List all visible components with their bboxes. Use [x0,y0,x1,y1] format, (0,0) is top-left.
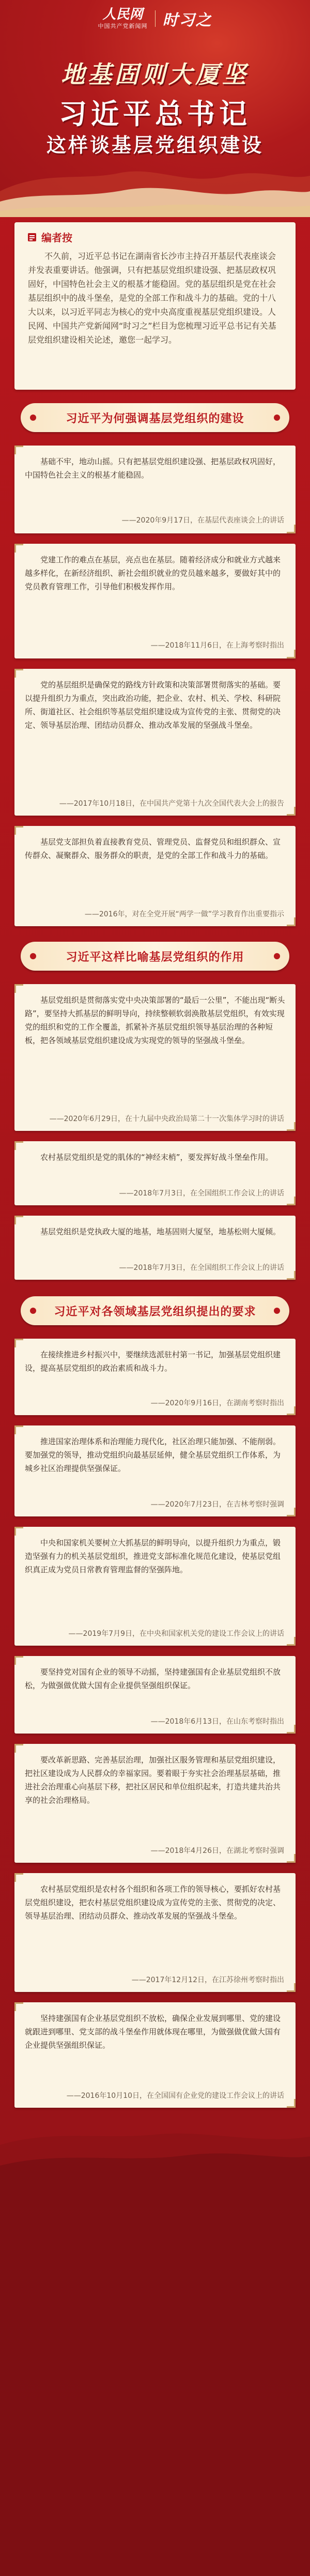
quote-card [14,1339,296,1415]
quote-card [14,669,296,816]
section-banner-2 [21,942,289,971]
footer-decoration [0,2124,310,2576]
quote-text: 基层党支部担负着直接教育党员、管理党员、监督党员和组织群众、宣传群众、凝聚群众、服务群众的职责，是党的全部工作和战斗力的基础。 [25,837,281,860]
editor-note-header [27,229,72,244]
corner-ornament [14,1216,23,1224]
corner-ornament [14,1656,23,1665]
corner-ornament [287,1406,296,1415]
editor-note-label: 编者按 [41,232,72,244]
section-banner-1 [21,403,289,432]
hero-header [0,0,310,217]
corner-ornament [14,984,23,993]
banner-dot-icon [274,415,280,421]
quote-source: ——2017年10月18日，在中国共产党第十九次全国代表大会上的报告 [59,800,284,808]
hero-title-sub: 这样谈基层党组织建设 [46,134,264,157]
brand-divider [155,10,156,27]
quote-source: ——2020年9月16日，在湖南考察时指出 [150,1399,284,1407]
banner-dot-icon [30,1308,36,1314]
corner-ornament [14,446,23,454]
quote-text: 坚持建强国有企业基层党组织不放松，确保企业发展到哪里、党的建设就跟进到哪里、党支部的战斗堡垒作用就体现在哪里，为做强做优做大国有企业提供坚强组织保证。 [25,2014,281,2050]
quote-source: ——2016年，对在全党开展“两学一做”学习教育作出重要指示 [84,910,284,918]
quote-text: 要改革新思路、完善基层治理，加强社区服务管理和基层党组织建设，把社区建设成为人民群众的幸福家园。要着眼于夯实社会治理基层基础，推进社会治理重心向基层下移，把社区居民和单位组织起来，打造共建共治共享的社会治理格局。 [25,1755,281,1805]
corner-ornament [14,1527,23,1536]
corner-ornament [287,1271,296,1280]
quote-card [14,1656,296,1734]
hills-illustration [0,150,310,217]
quote-card [14,1141,296,1205]
banner-dot-icon [274,1308,280,1314]
quote-text: 农村基层党组织是农村各个组织和各项工作的领导核心，要抓好农村基层党组织建设，把农村基层党组织建设成为宣传党的主张、贯彻党的决定、领导基层治理、团结动员群众、推动改革发展的坚强战斗堡垒。 [25,1884,281,1921]
note-icon [27,232,37,242]
brand-subtitle: 中国共产党新闻网 [98,23,148,29]
quote-text: 在接续推进乡村振兴中，要继续选派驻村第一书记，加强基层党组织建设，提高基层党组织的政治素质和战斗力。 [25,1350,281,1373]
corner-ornament [287,650,296,658]
corner-ornament [14,826,23,835]
quote-source: ——2020年9月17日，在基层代表座谈会上的讲话 [121,516,284,525]
corner-ornament [287,1122,296,1131]
quote-text: 党建工作的难点在基层，亮点也在基层。随着经济成分和就业方式越来越多样化，在新经济组织、新社会组织就业的党员越来越多，要做好其中的党员教育管理工作，引导他们积极发挥作用。 [25,555,281,591]
quote-card [14,1744,296,1863]
corner-ornament [14,669,23,678]
corner-ornament [287,1197,296,1205]
quote-text: 基础不牢，地动山摇。只有把基层党组织建设强、把基层政权巩固好，中国特色社会主义的根基才能稳固。 [25,457,281,480]
quote-source: ——2020年7月23日，在吉林考察时强调 [150,1500,284,1509]
quote-card [14,1425,296,1516]
quote-source: ——2016年10月10日，在全国国有企业党的建设工作会议上的讲话 [66,2092,284,2100]
corner-ornament [14,1339,23,1347]
corner-ornament [14,2002,23,2011]
corner-ornament [287,1508,296,1516]
hero-title-main: 习近平总书记 [59,98,251,130]
quote-source: ——2018年11月6日，在上海考察时指出 [150,641,284,650]
quote-card [14,446,296,533]
corner-ornament [287,1725,296,1734]
banner-dot-icon [274,953,280,959]
quote-text: 基层党组织是贯彻落实党中央决策部署的“最后一公里”，不能出现“断头路”，要坚持大抓基层的鲜明导向，持续整顿软弱涣散基层党组织，有效实现党的组织和党的工作全覆盖，抓紧补齐基层党组织领导基层治理的各种短板，把各领域基层党组织建设成为实现党的领导的坚强战斗堡垒。 [25,995,285,1045]
editor-note-card [14,222,296,390]
hero-title-calligraphy: 地基固则大厦坚 [61,60,249,88]
quote-source: ——2017年12月12日，在江苏徐州考察时指出 [131,1976,284,1984]
corner-ornament [14,544,23,553]
quote-card [14,2002,296,2108]
corner-ornament [14,1744,23,1753]
quote-text: 要坚持党对国有企业的领导不动摇，坚持建强国有企业基层党组织不放松，为做强做优做大国有企业提供坚强组织保证。 [25,1667,281,1690]
quote-source: ——2018年7月3日，在全国组织工作会议上的讲话 [119,1189,284,1198]
section-title: 习近平为何强调基层党组织的建设 [66,412,244,425]
corner-ornament [287,2099,296,2108]
brand-bar [0,7,310,30]
corner-ornament [14,1873,23,1882]
banner-dot-icon [30,953,36,959]
section-title: 习近平这样比喻基层党组织的作用 [66,950,244,964]
quote-card [14,1873,296,1992]
column-badge[interactable] [163,7,212,30]
corner-ornament [287,1854,296,1863]
quote-card [14,1216,296,1280]
quote-card [14,1527,296,1646]
quote-source: ——2020年6月29日，在十九届中央政治局第二十一次集体学习时的讲话 [49,1115,284,1123]
quote-card [14,984,296,1131]
quote-card [14,826,296,926]
corner-ornament [287,807,296,816]
quote-text: 农村基层党组织是党的肌体的“神经末梢”，要发挥好战斗堡垒作用。 [40,1153,273,1162]
quote-source: ——2018年4月26日，在湖北考察时强调 [150,1847,284,1855]
banner-dot-icon [30,415,36,421]
quote-source: ——2019年7月9日，在中央和国家机关党的建设工作会议上的讲话 [68,1630,284,1638]
corner-ornament [287,1637,296,1646]
quote-source: ——2018年7月3日，在全国组织工作会议上的讲话 [119,1264,284,1272]
section-title: 习近平对各领域基层党组织提出的要求 [54,1305,256,1318]
quote-text: 中央和国家机关要树立大抓基层的鲜明导向，以提升组织力为重点，锻造坚强有力的机关基层党组织，推进党支部标准化规范化建设，使基层党组织真正成为党员日常教育管理监督的坚强阵地。 [25,1538,281,1574]
quote-text: 基层党组织是党执政大厦的地基，地基固则大厦坚，地基松则大厦倾。 [40,1227,281,1236]
quote-card [14,544,296,658]
people-daily-logo[interactable] [98,7,148,30]
corner-ornament [287,1983,296,1992]
corner-ornament [287,525,296,533]
quote-source: ——2018年6月13日，在山东考察时指出 [150,1718,284,1726]
column-badge-text: 时习之 [162,11,212,29]
quote-text: 党的基层组织是确保党的路线方针政策和决策部署贯彻落实的基础。要以提升组织力为重点，突出政治功能，把企业、农村、机关、学校、科研院所、街道社区、社会组织等基层党组织建设成为宣传党的主张、贯彻党的决定、领导基层治理、团结动员群众、推动改革发展的坚强战斗堡垒。 [25,680,281,730]
section-banner-3 [21,1296,289,1325]
corner-ornament [14,1141,23,1150]
corner-ornament [287,917,296,926]
corner-ornament [14,1425,23,1434]
brand-logo-text: 人民网 [102,7,143,22]
editor-note-text: 不久前，习近平总书记在湖南省长沙市主持召开基层代表座谈会并发表重要讲话。他强调，只有把基层党组织建设强、把基层政权巩固好，中国特色社会主义的根基才能稳固。党的基层组织是党在社会基层组织中的战斗堡垒，是党的全部工作和战斗力的基础。党的十八大以来，以习近平同志为核心的党中央高度重视基层党组织建设。人民网、中国共产党新闻网“时习之”栏目为您梳理习近平总书记有关基层党组织建设相关论述，邀您一起学习。 [28,251,276,345]
quote-text: 推进国家治理体系和治理能力现代化，社区治理只能加强、不能削弱。要加强党的领导，推动党组织向最基层延伸，健全基层党组织工作体系，为城乡社区治理提供坚强保证。 [25,1437,281,1473]
